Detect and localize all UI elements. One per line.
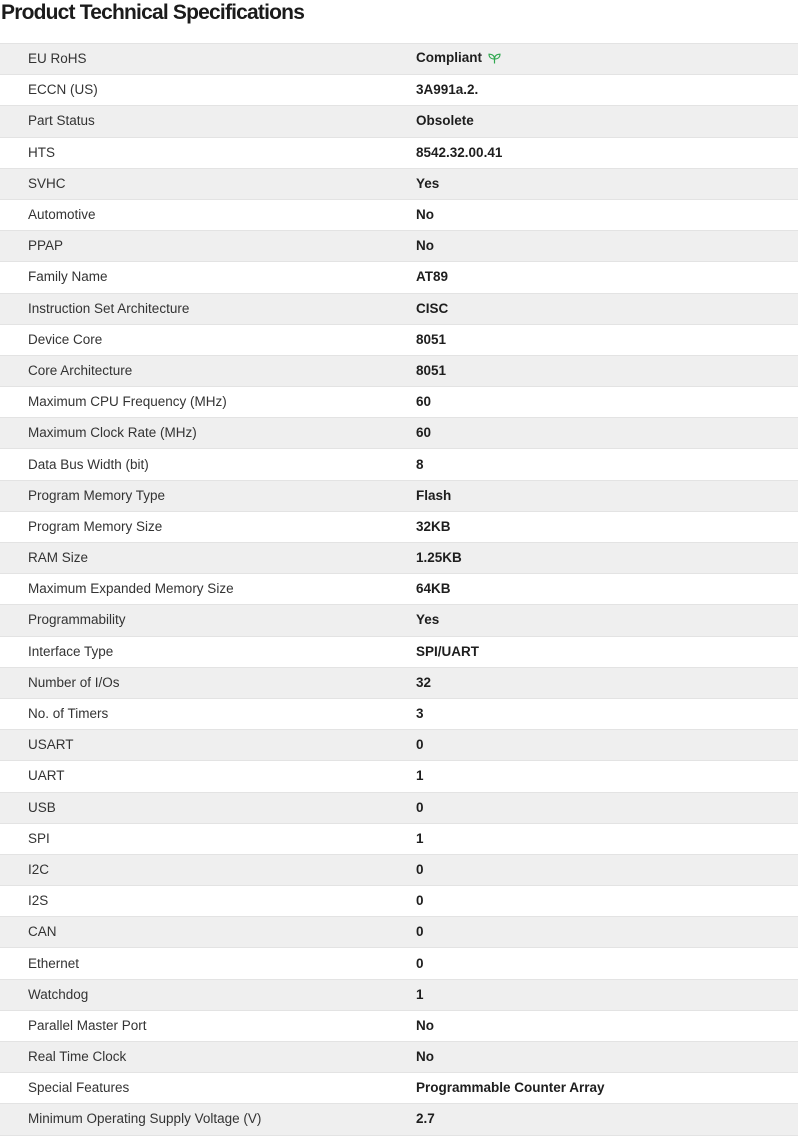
spec-label: USART	[0, 730, 416, 761]
spec-value: 1.25KB	[416, 550, 462, 566]
spec-label: Special Features	[0, 1073, 416, 1104]
spec-value: 0	[416, 955, 424, 971]
spec-value-cell	[416, 511, 798, 542]
spec-value: 60	[416, 394, 432, 410]
spec-label: Instruction Set Architecture	[0, 293, 416, 324]
page-title: Product Technical Specifications	[1, 1, 305, 24]
spec-row	[0, 730, 798, 761]
spec-row	[0, 543, 798, 574]
spec-label: Maximum Clock Rate (MHz)	[0, 418, 416, 449]
spec-value-cell	[416, 1042, 798, 1073]
spec-label: SPI	[0, 823, 416, 854]
spec-row	[0, 1042, 798, 1073]
spec-value: No	[416, 1017, 434, 1033]
spec-value: 32KB	[416, 518, 451, 534]
spec-label: CAN	[0, 917, 416, 948]
spec-value-cell	[416, 605, 798, 636]
spec-value-cell	[416, 667, 798, 698]
spec-row	[0, 355, 798, 386]
spec-value-cell	[416, 449, 798, 480]
spec-value-cell	[416, 75, 798, 106]
spec-label: Ethernet	[0, 948, 416, 979]
spec-value-cell	[416, 387, 798, 418]
spec-value-cell	[416, 1010, 798, 1041]
spec-value: 3A991a.2.	[416, 82, 479, 98]
spec-value: 0	[416, 737, 424, 753]
spec-value: No	[416, 207, 434, 223]
spec-row	[0, 605, 798, 636]
spec-value: 1	[416, 830, 424, 846]
leaf-icon	[488, 52, 501, 68]
spec-label: ECCN (US)	[0, 75, 416, 106]
spec-value: No	[416, 1049, 434, 1065]
spec-label: EU RoHS	[0, 44, 416, 75]
spec-value: 60	[416, 425, 432, 441]
spec-row	[0, 574, 798, 605]
spec-value-cell	[416, 1073, 798, 1104]
spec-value: 8051	[416, 331, 447, 347]
spec-value-cell	[416, 636, 798, 667]
spec-row	[0, 293, 798, 324]
spec-value-cell	[416, 106, 798, 137]
spec-label: RAM Size	[0, 543, 416, 574]
spec-label: PPAP	[0, 231, 416, 262]
spec-value-cell	[416, 761, 798, 792]
spec-value: CISC	[416, 300, 449, 316]
spec-value-cell	[416, 168, 798, 199]
spec-label: Part Status	[0, 106, 416, 137]
spec-row	[0, 792, 798, 823]
spec-value: 32	[416, 674, 432, 690]
spec-value: 3	[416, 706, 424, 722]
spec-row	[0, 1104, 798, 1135]
spec-label: Program Memory Type	[0, 480, 416, 511]
spec-row	[0, 387, 798, 418]
spec-value-cell	[416, 262, 798, 293]
spec-label: Real Time Clock	[0, 1042, 416, 1073]
spec-value-cell	[416, 199, 798, 230]
spec-value-cell	[416, 730, 798, 761]
spec-value: 8051	[416, 362, 447, 378]
spec-value-cell	[416, 355, 798, 386]
spec-row	[0, 948, 798, 979]
spec-value-cell	[416, 979, 798, 1010]
spec-value-cell	[416, 137, 798, 168]
spec-row	[0, 199, 798, 230]
spec-value: 0	[416, 799, 424, 815]
spec-label: Data Bus Width (bit)	[0, 449, 416, 480]
spec-label: I2S	[0, 886, 416, 917]
spec-row	[0, 231, 798, 262]
spec-value-cell	[416, 823, 798, 854]
spec-label: Automotive	[0, 199, 416, 230]
spec-value: Obsolete	[416, 113, 474, 129]
spec-row	[0, 823, 798, 854]
spec-row	[0, 1073, 798, 1104]
spec-row	[0, 44, 798, 75]
spec-label: Interface Type	[0, 636, 416, 667]
spec-value: Compliant	[416, 50, 482, 66]
spec-row	[0, 979, 798, 1010]
spec-value: 64KB	[416, 581, 451, 597]
spec-label: Watchdog	[0, 979, 416, 1010]
spec-label: Core Architecture	[0, 355, 416, 386]
spec-value-cell	[416, 948, 798, 979]
spec-value: AT89	[416, 269, 449, 285]
spec-table	[0, 43, 798, 1136]
spec-value: SPI/UART	[416, 643, 480, 659]
spec-value-cell	[416, 293, 798, 324]
spec-value-cell	[416, 543, 798, 574]
spec-value-cell	[416, 792, 798, 823]
spec-value: Flash	[416, 487, 452, 503]
spec-label: USB	[0, 792, 416, 823]
spec-value: Yes	[416, 612, 440, 628]
spec-row	[0, 667, 798, 698]
spec-value: 1	[416, 768, 424, 784]
spec-value: Yes	[416, 175, 440, 191]
spec-value: 1	[416, 986, 424, 1002]
spec-value-cell	[416, 698, 798, 729]
spec-value-cell	[416, 1104, 798, 1135]
spec-row	[0, 886, 798, 917]
spec-label: Family Name	[0, 262, 416, 293]
spec-row	[0, 480, 798, 511]
spec-value: 0	[416, 861, 424, 877]
spec-row	[0, 418, 798, 449]
spec-row	[0, 262, 798, 293]
spec-row	[0, 917, 798, 948]
spec-label: Maximum CPU Frequency (MHz)	[0, 387, 416, 418]
spec-row	[0, 1010, 798, 1041]
spec-label: Parallel Master Port	[0, 1010, 416, 1041]
spec-row	[0, 511, 798, 542]
spec-value: 8	[416, 456, 424, 472]
spec-value: No	[416, 238, 434, 254]
spec-row	[0, 137, 798, 168]
spec-value-cell	[416, 324, 798, 355]
spec-value-cell	[416, 480, 798, 511]
spec-row	[0, 636, 798, 667]
spec-value-cell	[416, 418, 798, 449]
spec-label: SVHC	[0, 168, 416, 199]
spec-value: 0	[416, 924, 424, 940]
spec-label: Program Memory Size	[0, 511, 416, 542]
spec-value-cell	[416, 574, 798, 605]
spec-label: Device Core	[0, 324, 416, 355]
spec-row	[0, 324, 798, 355]
spec-row	[0, 449, 798, 480]
spec-label: Maximum Expanded Memory Size	[0, 574, 416, 605]
spec-label: Number of I/Os	[0, 667, 416, 698]
spec-value: 8542.32.00.41	[416, 144, 503, 160]
spec-value: Programmable Counter Array	[416, 1080, 605, 1096]
spec-value: 0	[416, 893, 424, 909]
spec-value-cell	[416, 917, 798, 948]
spec-table-body	[0, 44, 798, 1136]
spec-row	[0, 168, 798, 199]
spec-label: UART	[0, 761, 416, 792]
spec-value-cell	[416, 854, 798, 885]
spec-row	[0, 761, 798, 792]
spec-label: I2C	[0, 854, 416, 885]
spec-value-cell	[416, 886, 798, 917]
spec-value-cell	[416, 231, 798, 262]
spec-row	[0, 75, 798, 106]
spec-label: No. of Timers	[0, 698, 416, 729]
spec-row	[0, 106, 798, 137]
spec-label: Programmability	[0, 605, 416, 636]
spec-row	[0, 698, 798, 729]
spec-label: Minimum Operating Supply Voltage (V)	[0, 1104, 416, 1135]
spec-value-cell	[416, 44, 798, 75]
spec-value: 2.7	[416, 1111, 435, 1127]
spec-label: HTS	[0, 137, 416, 168]
spec-row	[0, 854, 798, 885]
